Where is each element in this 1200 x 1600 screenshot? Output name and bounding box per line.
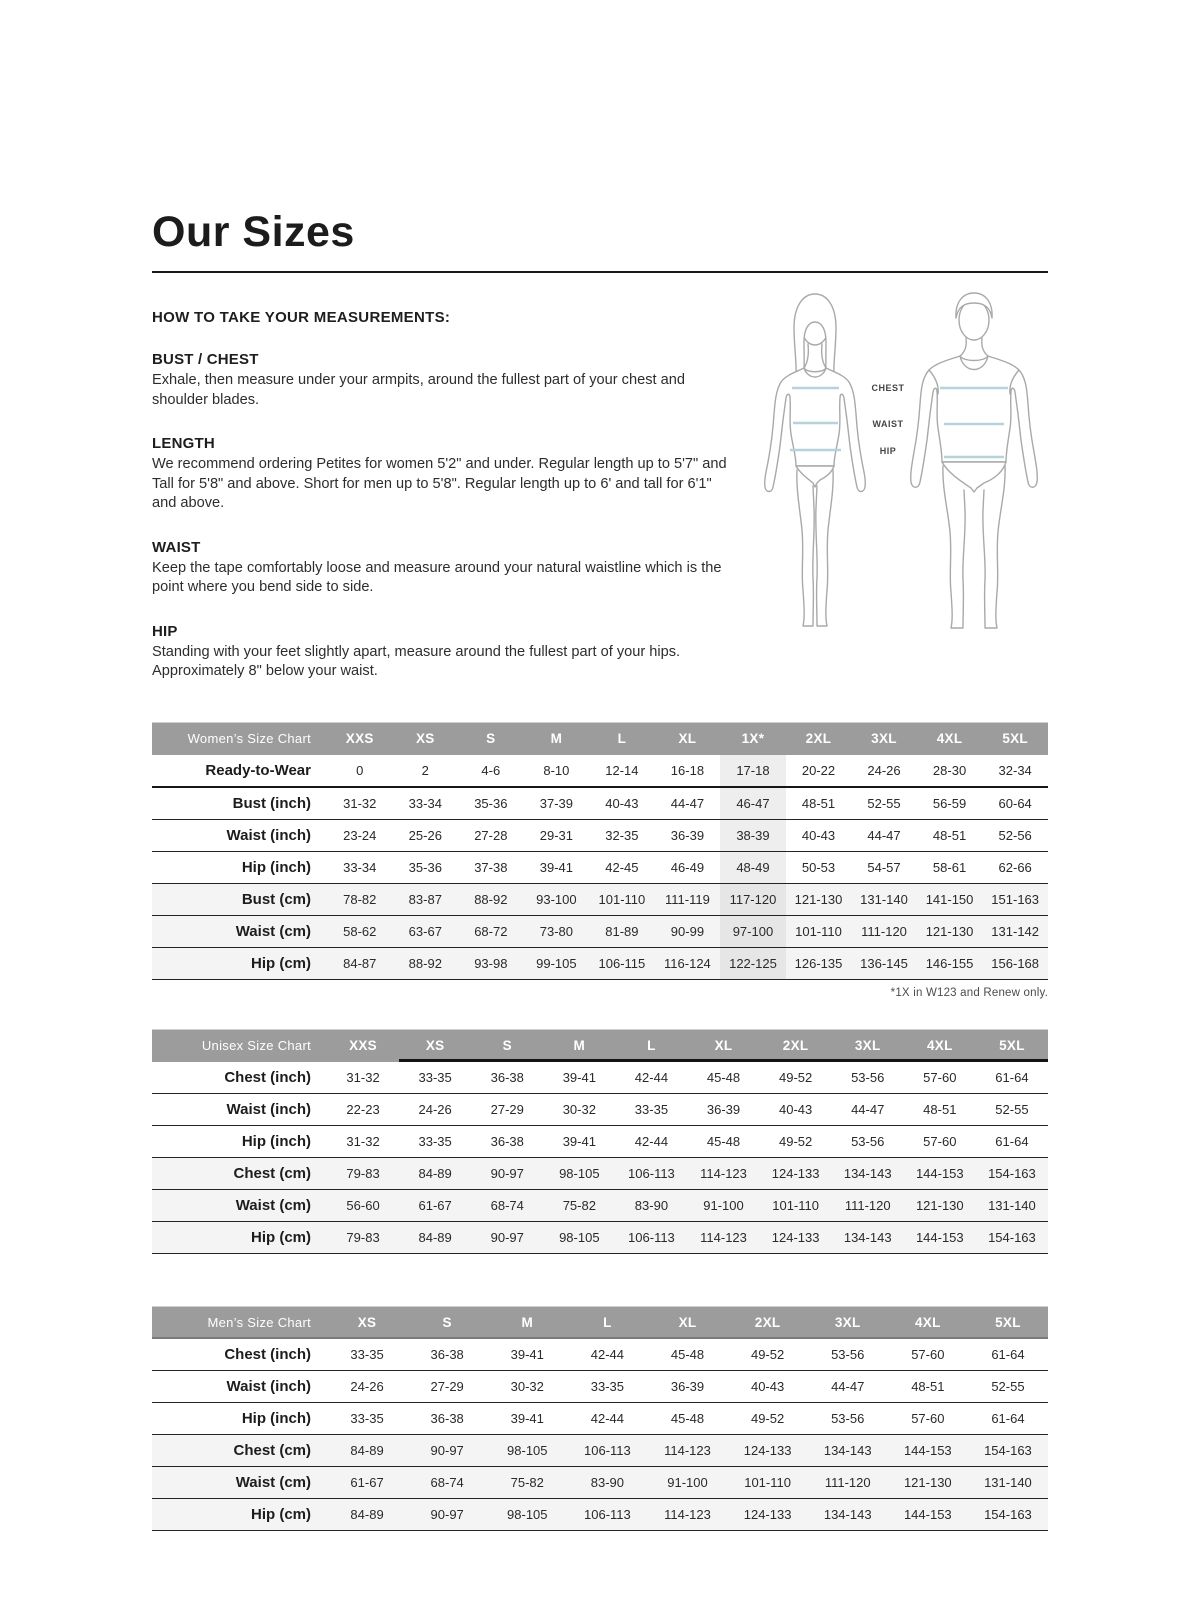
table-row bbox=[152, 1157, 1048, 1189]
size-cell: 98-105 bbox=[543, 1157, 615, 1189]
size-cell: 124-133 bbox=[728, 1498, 808, 1530]
size-cell: 98-105 bbox=[543, 1221, 615, 1253]
size-cell: 53-56 bbox=[808, 1402, 888, 1434]
row-label: Hip (cm) bbox=[152, 1498, 327, 1530]
size-cell: 49-52 bbox=[760, 1125, 832, 1157]
instruction-title: HIP bbox=[152, 622, 178, 640]
size-cell: 83-90 bbox=[567, 1466, 647, 1498]
size-cell: 32-35 bbox=[589, 819, 655, 851]
size-cell: 154-163 bbox=[976, 1157, 1048, 1189]
figure-label-hip: HIP bbox=[879, 446, 897, 456]
size-cell: 124-133 bbox=[760, 1157, 832, 1189]
size-cell: 121-130 bbox=[888, 1466, 968, 1498]
table-row bbox=[152, 1466, 1048, 1498]
female-figure-drawing bbox=[765, 294, 866, 626]
row-label: Bust (inch) bbox=[152, 787, 327, 820]
instruction-title: WAIST bbox=[152, 538, 201, 556]
table-row bbox=[152, 1402, 1048, 1434]
size-cell: 48-51 bbox=[917, 819, 983, 851]
table-row bbox=[152, 851, 1048, 883]
size-cell: 40-43 bbox=[589, 787, 655, 820]
row-label: Hip (inch) bbox=[152, 1125, 327, 1157]
size-cell: 90-97 bbox=[471, 1221, 543, 1253]
size-table bbox=[152, 722, 1048, 980]
size-cell: 56-59 bbox=[917, 787, 983, 820]
size-cell: 114-123 bbox=[687, 1221, 759, 1253]
size-cell: 154-163 bbox=[968, 1498, 1048, 1530]
instruction-body: Exhale, then measure under your armpits, around the fullest part of your chest and shoulder blades. bbox=[152, 372, 685, 408]
column-header: XXS bbox=[327, 722, 393, 755]
row-label: Chest (cm) bbox=[152, 1157, 327, 1189]
size-cell: 37-39 bbox=[524, 787, 590, 820]
size-cell: 36-39 bbox=[647, 1370, 727, 1402]
size-cell: 134-143 bbox=[808, 1498, 888, 1530]
size-cell: 106-113 bbox=[615, 1157, 687, 1189]
instruction-bust-chest bbox=[152, 351, 736, 410]
size-cell: 16-18 bbox=[655, 755, 721, 787]
size-cell: 57-60 bbox=[888, 1339, 968, 1371]
size-cell: 114-123 bbox=[647, 1434, 727, 1466]
size-cell: 101-110 bbox=[589, 883, 655, 915]
title-divider bbox=[152, 271, 1048, 273]
row-label: Waist (inch) bbox=[152, 1370, 327, 1402]
table-row bbox=[152, 1498, 1048, 1530]
row-label: Waist (cm) bbox=[152, 1466, 327, 1498]
size-cell: 42-44 bbox=[615, 1125, 687, 1157]
size-cell: 73-80 bbox=[524, 915, 590, 947]
column-header: 2XL bbox=[786, 722, 852, 755]
size-cell: 154-163 bbox=[968, 1434, 1048, 1466]
measurement-instructions bbox=[152, 351, 736, 682]
size-cell: 57-60 bbox=[888, 1402, 968, 1434]
table-row bbox=[152, 947, 1048, 979]
size-cell: 48-51 bbox=[904, 1093, 976, 1125]
size-cell: 25-26 bbox=[393, 819, 459, 851]
size-cell: 49-52 bbox=[728, 1402, 808, 1434]
page-content bbox=[152, 0, 1048, 1531]
size-cell: 33-34 bbox=[327, 851, 393, 883]
size-cell: 111-120 bbox=[851, 915, 917, 947]
size-cell: 61-67 bbox=[399, 1189, 471, 1221]
size-cell: 75-82 bbox=[487, 1466, 567, 1498]
size-cell: 99-105 bbox=[524, 947, 590, 979]
size-table bbox=[152, 1029, 1048, 1254]
column-header: S bbox=[471, 1029, 543, 1062]
size-cell: 39-41 bbox=[543, 1062, 615, 1094]
size-cell: 126-135 bbox=[786, 947, 852, 979]
size-cell: 93-98 bbox=[458, 947, 524, 979]
size-cell: 121-130 bbox=[917, 915, 983, 947]
size-cell: 54-57 bbox=[851, 851, 917, 883]
size-cell: 90-97 bbox=[407, 1498, 487, 1530]
size-cell: 101-110 bbox=[786, 915, 852, 947]
column-header: 3XL bbox=[808, 1306, 888, 1339]
instruction-title: BUST / CHEST bbox=[152, 351, 259, 368]
size-cell: 124-133 bbox=[728, 1434, 808, 1466]
size-cell: 84-89 bbox=[399, 1157, 471, 1189]
size-cell: 61-64 bbox=[968, 1402, 1048, 1434]
instruction-waist bbox=[152, 539, 736, 598]
size-cell: 83-90 bbox=[615, 1189, 687, 1221]
size-cell: 30-32 bbox=[487, 1370, 567, 1402]
size-cell: 33-35 bbox=[615, 1093, 687, 1125]
table-row bbox=[152, 1339, 1048, 1371]
size-cell: 146-155 bbox=[917, 947, 983, 979]
size-cell: 58-61 bbox=[917, 851, 983, 883]
size-cell: 156-168 bbox=[982, 947, 1048, 979]
size-cell: 131-140 bbox=[851, 883, 917, 915]
size-cell: 45-48 bbox=[647, 1339, 727, 1371]
column-header: 2XL bbox=[760, 1029, 832, 1062]
column-header: L bbox=[615, 1029, 687, 1062]
column-header: XS bbox=[399, 1029, 471, 1062]
size-cell: 90-97 bbox=[471, 1157, 543, 1189]
column-header: S bbox=[407, 1306, 487, 1339]
row-label: Waist (cm) bbox=[152, 1189, 327, 1221]
column-header: L bbox=[589, 722, 655, 755]
size-cell: 2 bbox=[393, 755, 459, 787]
table-row bbox=[152, 787, 1048, 820]
figure-label-chest: CHEST bbox=[871, 383, 905, 393]
size-cell: 154-163 bbox=[976, 1221, 1048, 1253]
size-cell: 84-89 bbox=[327, 1434, 407, 1466]
instruction-body: Keep the tape comfortably loose and measure around your natural waistline which is the point where you bend side to side. bbox=[152, 559, 722, 596]
size-cell: 101-110 bbox=[760, 1189, 832, 1221]
size-cell: 42-44 bbox=[567, 1402, 647, 1434]
size-cell: 124-133 bbox=[760, 1221, 832, 1253]
size-cell: 36-38 bbox=[407, 1402, 487, 1434]
column-header: S bbox=[458, 722, 524, 755]
size-cell: 84-89 bbox=[399, 1221, 471, 1253]
header-row bbox=[152, 1306, 1048, 1339]
size-cell: 40-43 bbox=[728, 1370, 808, 1402]
size-cell: 44-47 bbox=[832, 1093, 904, 1125]
row-label: Waist (cm) bbox=[152, 915, 327, 947]
row-label: Bust (cm) bbox=[152, 883, 327, 915]
column-header: 2XL bbox=[728, 1306, 808, 1339]
size-cell: 131-142 bbox=[982, 915, 1048, 947]
size-cell: 33-35 bbox=[327, 1339, 407, 1371]
size-cell: 48-49 bbox=[720, 851, 786, 883]
size-cell: 106-113 bbox=[615, 1221, 687, 1253]
column-header: L bbox=[567, 1306, 647, 1339]
size-cell: 42-44 bbox=[567, 1339, 647, 1371]
size-cell: 29-31 bbox=[524, 819, 590, 851]
column-header: M bbox=[487, 1306, 567, 1339]
table-row bbox=[152, 819, 1048, 851]
column-header: XL bbox=[687, 1029, 759, 1062]
size-cell: 79-83 bbox=[327, 1157, 399, 1189]
instruction-hip bbox=[152, 623, 736, 682]
size-cell: 35-36 bbox=[393, 851, 459, 883]
size-cell: 27-28 bbox=[458, 819, 524, 851]
size-cell: 52-55 bbox=[968, 1370, 1048, 1402]
size-cell: 117-120 bbox=[720, 883, 786, 915]
size-cell: 131-140 bbox=[976, 1189, 1048, 1221]
size-cell: 49-52 bbox=[760, 1062, 832, 1094]
size-cell: 33-35 bbox=[327, 1402, 407, 1434]
size-cell: 27-29 bbox=[471, 1093, 543, 1125]
size-cell: 68-72 bbox=[458, 915, 524, 947]
size-cell: 98-105 bbox=[487, 1498, 567, 1530]
size-cell: 28-30 bbox=[917, 755, 983, 787]
size-cell: 8-10 bbox=[524, 755, 590, 787]
size-cell: 23-24 bbox=[327, 819, 393, 851]
size-cell: 88-92 bbox=[393, 947, 459, 979]
size-cell: 30-32 bbox=[543, 1093, 615, 1125]
size-cell: 31-32 bbox=[327, 787, 393, 820]
size-cell: 45-48 bbox=[687, 1125, 759, 1157]
size-table bbox=[152, 1306, 1048, 1531]
size-cell: 35-36 bbox=[458, 787, 524, 820]
instructions-heading: HOW TO TAKE YOUR MEASUREMENTS: bbox=[152, 309, 451, 326]
size-cell: 106-113 bbox=[567, 1434, 647, 1466]
column-header: M bbox=[524, 722, 590, 755]
size-cell: 122-125 bbox=[720, 947, 786, 979]
instruction-body: Standing with your feet slightly apart, measure around the fullest part of your hips. Approximately 8" below your waist. bbox=[152, 643, 681, 680]
size-cell: 52-55 bbox=[976, 1093, 1048, 1125]
size-cell: 50-53 bbox=[786, 851, 852, 883]
male-figure-drawing bbox=[911, 293, 1038, 628]
size-cell: 39-41 bbox=[524, 851, 590, 883]
size-cell: 144-153 bbox=[888, 1498, 968, 1530]
size-cell: 33-35 bbox=[399, 1062, 471, 1094]
size-cell: 121-130 bbox=[786, 883, 852, 915]
size-cell: 36-39 bbox=[687, 1093, 759, 1125]
row-label: Hip (inch) bbox=[152, 851, 327, 883]
table-row bbox=[152, 915, 1048, 947]
table-row bbox=[152, 1093, 1048, 1125]
row-label: Ready-to-Wear bbox=[152, 755, 327, 787]
size-cell: 0 bbox=[327, 755, 393, 787]
size-cell: 49-52 bbox=[728, 1339, 808, 1371]
size-cell: 12-14 bbox=[589, 755, 655, 787]
size-cell: 68-74 bbox=[407, 1466, 487, 1498]
size-cell: 63-67 bbox=[393, 915, 459, 947]
size-cell: 78-82 bbox=[327, 883, 393, 915]
size-cell: 44-47 bbox=[655, 787, 721, 820]
table-row bbox=[152, 1189, 1048, 1221]
size-cell: 121-130 bbox=[904, 1189, 976, 1221]
table-row bbox=[152, 883, 1048, 915]
size-cell: 136-145 bbox=[851, 947, 917, 979]
size-cell: 22-23 bbox=[327, 1093, 399, 1125]
size-cell: 32-34 bbox=[982, 755, 1048, 787]
column-header: XS bbox=[393, 722, 459, 755]
size-cell: 134-143 bbox=[832, 1157, 904, 1189]
size-cell: 61-67 bbox=[327, 1466, 407, 1498]
size-cell: 98-105 bbox=[487, 1434, 567, 1466]
size-cell: 20-22 bbox=[786, 755, 852, 787]
size-cell: 46-49 bbox=[655, 851, 721, 883]
size-cell: 111-120 bbox=[808, 1466, 888, 1498]
size-cell: 68-74 bbox=[471, 1189, 543, 1221]
row-label: Chest (inch) bbox=[152, 1339, 327, 1371]
size-cell: 46-47 bbox=[720, 787, 786, 820]
size-cell: 48-51 bbox=[888, 1370, 968, 1402]
table-row bbox=[152, 1062, 1048, 1094]
size-cell: 53-56 bbox=[832, 1125, 904, 1157]
mens-size-chart bbox=[152, 1306, 1048, 1531]
size-cell: 4-6 bbox=[458, 755, 524, 787]
size-cell: 134-143 bbox=[832, 1221, 904, 1253]
chart-title-cell: Men’s Size Chart bbox=[152, 1306, 327, 1339]
size-cell: 79-83 bbox=[327, 1221, 399, 1253]
row-label: Waist (inch) bbox=[152, 819, 327, 851]
instruction-body: We recommend ordering Petites for women 5'2" and under. Regular length up to 5'7" and Tall for 5'8" and above. Short for men up to 5'8". Regular length up to 6' and tall for 6'1" and above. bbox=[152, 456, 727, 512]
size-cell: 114-123 bbox=[687, 1157, 759, 1189]
table-row bbox=[152, 1221, 1048, 1253]
row-label: Hip (cm) bbox=[152, 1221, 327, 1253]
size-cell: 90-99 bbox=[655, 915, 721, 947]
size-cell: 90-97 bbox=[407, 1434, 487, 1466]
unisex-size-chart bbox=[152, 1029, 1048, 1254]
size-cell: 52-55 bbox=[851, 787, 917, 820]
column-header: XL bbox=[655, 722, 721, 755]
size-cell: 60-64 bbox=[982, 787, 1048, 820]
size-cell: 131-140 bbox=[968, 1466, 1048, 1498]
size-cell: 33-35 bbox=[567, 1370, 647, 1402]
size-cell: 75-82 bbox=[543, 1189, 615, 1221]
header-row bbox=[152, 722, 1048, 755]
size-cell: 36-38 bbox=[471, 1125, 543, 1157]
size-cell: 39-41 bbox=[487, 1402, 567, 1434]
size-cell: 36-38 bbox=[407, 1339, 487, 1371]
measurement-figures-illustration bbox=[752, 280, 1050, 638]
size-cell: 111-120 bbox=[832, 1189, 904, 1221]
size-cell: 88-92 bbox=[458, 883, 524, 915]
size-cell: 57-60 bbox=[904, 1125, 976, 1157]
womens-size-chart bbox=[152, 722, 1048, 980]
size-cell: 61-64 bbox=[976, 1062, 1048, 1094]
size-cell: 24-26 bbox=[851, 755, 917, 787]
column-header: 3XL bbox=[851, 722, 917, 755]
size-cell: 24-26 bbox=[399, 1093, 471, 1125]
column-header: 5XL bbox=[982, 722, 1048, 755]
size-cell: 114-123 bbox=[647, 1498, 727, 1530]
size-cell: 31-32 bbox=[327, 1062, 399, 1094]
size-cell: 31-32 bbox=[327, 1125, 399, 1157]
table-row bbox=[152, 1370, 1048, 1402]
size-cell: 111-119 bbox=[655, 883, 721, 915]
size-cell: 84-89 bbox=[327, 1498, 407, 1530]
row-label: Waist (inch) bbox=[152, 1093, 327, 1125]
size-cell: 27-29 bbox=[407, 1370, 487, 1402]
size-cell: 61-64 bbox=[968, 1339, 1048, 1371]
column-header: 4XL bbox=[888, 1306, 968, 1339]
size-cell: 39-41 bbox=[487, 1339, 567, 1371]
row-label: Hip (cm) bbox=[152, 947, 327, 979]
size-cell: 141-150 bbox=[917, 883, 983, 915]
figure-label-waist: WAIST bbox=[872, 419, 904, 429]
size-cell: 116-124 bbox=[655, 947, 721, 979]
size-cell: 44-47 bbox=[808, 1370, 888, 1402]
column-header: 5XL bbox=[976, 1029, 1048, 1062]
column-header: XXS bbox=[327, 1029, 399, 1062]
size-cell: 48-51 bbox=[786, 787, 852, 820]
size-charts bbox=[152, 722, 1048, 1531]
size-cell: 24-26 bbox=[327, 1370, 407, 1402]
size-cell: 39-41 bbox=[543, 1125, 615, 1157]
size-cell: 91-100 bbox=[687, 1189, 759, 1221]
size-cell: 106-115 bbox=[589, 947, 655, 979]
header-row bbox=[152, 1029, 1048, 1062]
chart-title-cell: Unisex Size Chart bbox=[152, 1029, 327, 1062]
size-cell: 144-153 bbox=[888, 1434, 968, 1466]
column-header: 4XL bbox=[917, 722, 983, 755]
size-cell: 144-153 bbox=[904, 1157, 976, 1189]
size-cell: 106-113 bbox=[567, 1498, 647, 1530]
row-label: Chest (inch) bbox=[152, 1062, 327, 1094]
size-cell: 62-66 bbox=[982, 851, 1048, 883]
size-cell: 17-18 bbox=[720, 755, 786, 787]
size-cell: 61-64 bbox=[976, 1125, 1048, 1157]
column-header: 5XL bbox=[968, 1306, 1048, 1339]
column-header: 4XL bbox=[904, 1029, 976, 1062]
size-cell: 57-60 bbox=[904, 1062, 976, 1094]
size-cell: 81-89 bbox=[589, 915, 655, 947]
instruction-title: LENGTH bbox=[152, 435, 215, 453]
size-cell: 33-35 bbox=[399, 1125, 471, 1157]
size-cell: 45-48 bbox=[647, 1402, 727, 1434]
instruction-length bbox=[152, 435, 736, 514]
size-cell: 134-143 bbox=[808, 1434, 888, 1466]
row-label: Chest (cm) bbox=[152, 1434, 327, 1466]
column-header: XS bbox=[327, 1306, 407, 1339]
size-cell: 44-47 bbox=[851, 819, 917, 851]
column-header: 3XL bbox=[832, 1029, 904, 1062]
size-cell: 101-110 bbox=[728, 1466, 808, 1498]
table-row bbox=[152, 1125, 1048, 1157]
size-cell: 33-34 bbox=[393, 787, 459, 820]
size-cell: 84-87 bbox=[327, 947, 393, 979]
size-cell: 40-43 bbox=[786, 819, 852, 851]
size-cell: 91-100 bbox=[647, 1466, 727, 1498]
column-header: 1X* bbox=[720, 722, 786, 755]
page-title: Our Sizes bbox=[152, 208, 355, 256]
column-header: M bbox=[543, 1029, 615, 1062]
size-cell: 97-100 bbox=[720, 915, 786, 947]
size-cell: 53-56 bbox=[808, 1339, 888, 1371]
size-cell: 144-153 bbox=[904, 1221, 976, 1253]
size-cell: 37-38 bbox=[458, 851, 524, 883]
size-cell: 42-45 bbox=[589, 851, 655, 883]
size-cell: 93-100 bbox=[524, 883, 590, 915]
column-header: XL bbox=[647, 1306, 727, 1339]
size-cell: 56-60 bbox=[327, 1189, 399, 1221]
table-row bbox=[152, 1434, 1048, 1466]
size-cell: 83-87 bbox=[393, 883, 459, 915]
chart-title-cell: Women’s Size Chart bbox=[152, 722, 327, 755]
size-cell: 53-56 bbox=[832, 1062, 904, 1094]
size-cell: 36-39 bbox=[655, 819, 721, 851]
size-cell: 36-38 bbox=[471, 1062, 543, 1094]
row-label: Hip (inch) bbox=[152, 1402, 327, 1434]
size-cell: 42-44 bbox=[615, 1062, 687, 1094]
womens-chart-footnote: *1X in W123 and Renew only. bbox=[890, 986, 1048, 999]
size-cell: 58-62 bbox=[327, 915, 393, 947]
size-cell: 45-48 bbox=[687, 1062, 759, 1094]
size-cell: 40-43 bbox=[760, 1093, 832, 1125]
size-cell: 38-39 bbox=[720, 819, 786, 851]
size-cell: 151-163 bbox=[982, 883, 1048, 915]
size-cell: 52-56 bbox=[982, 819, 1048, 851]
table-row bbox=[152, 755, 1048, 787]
